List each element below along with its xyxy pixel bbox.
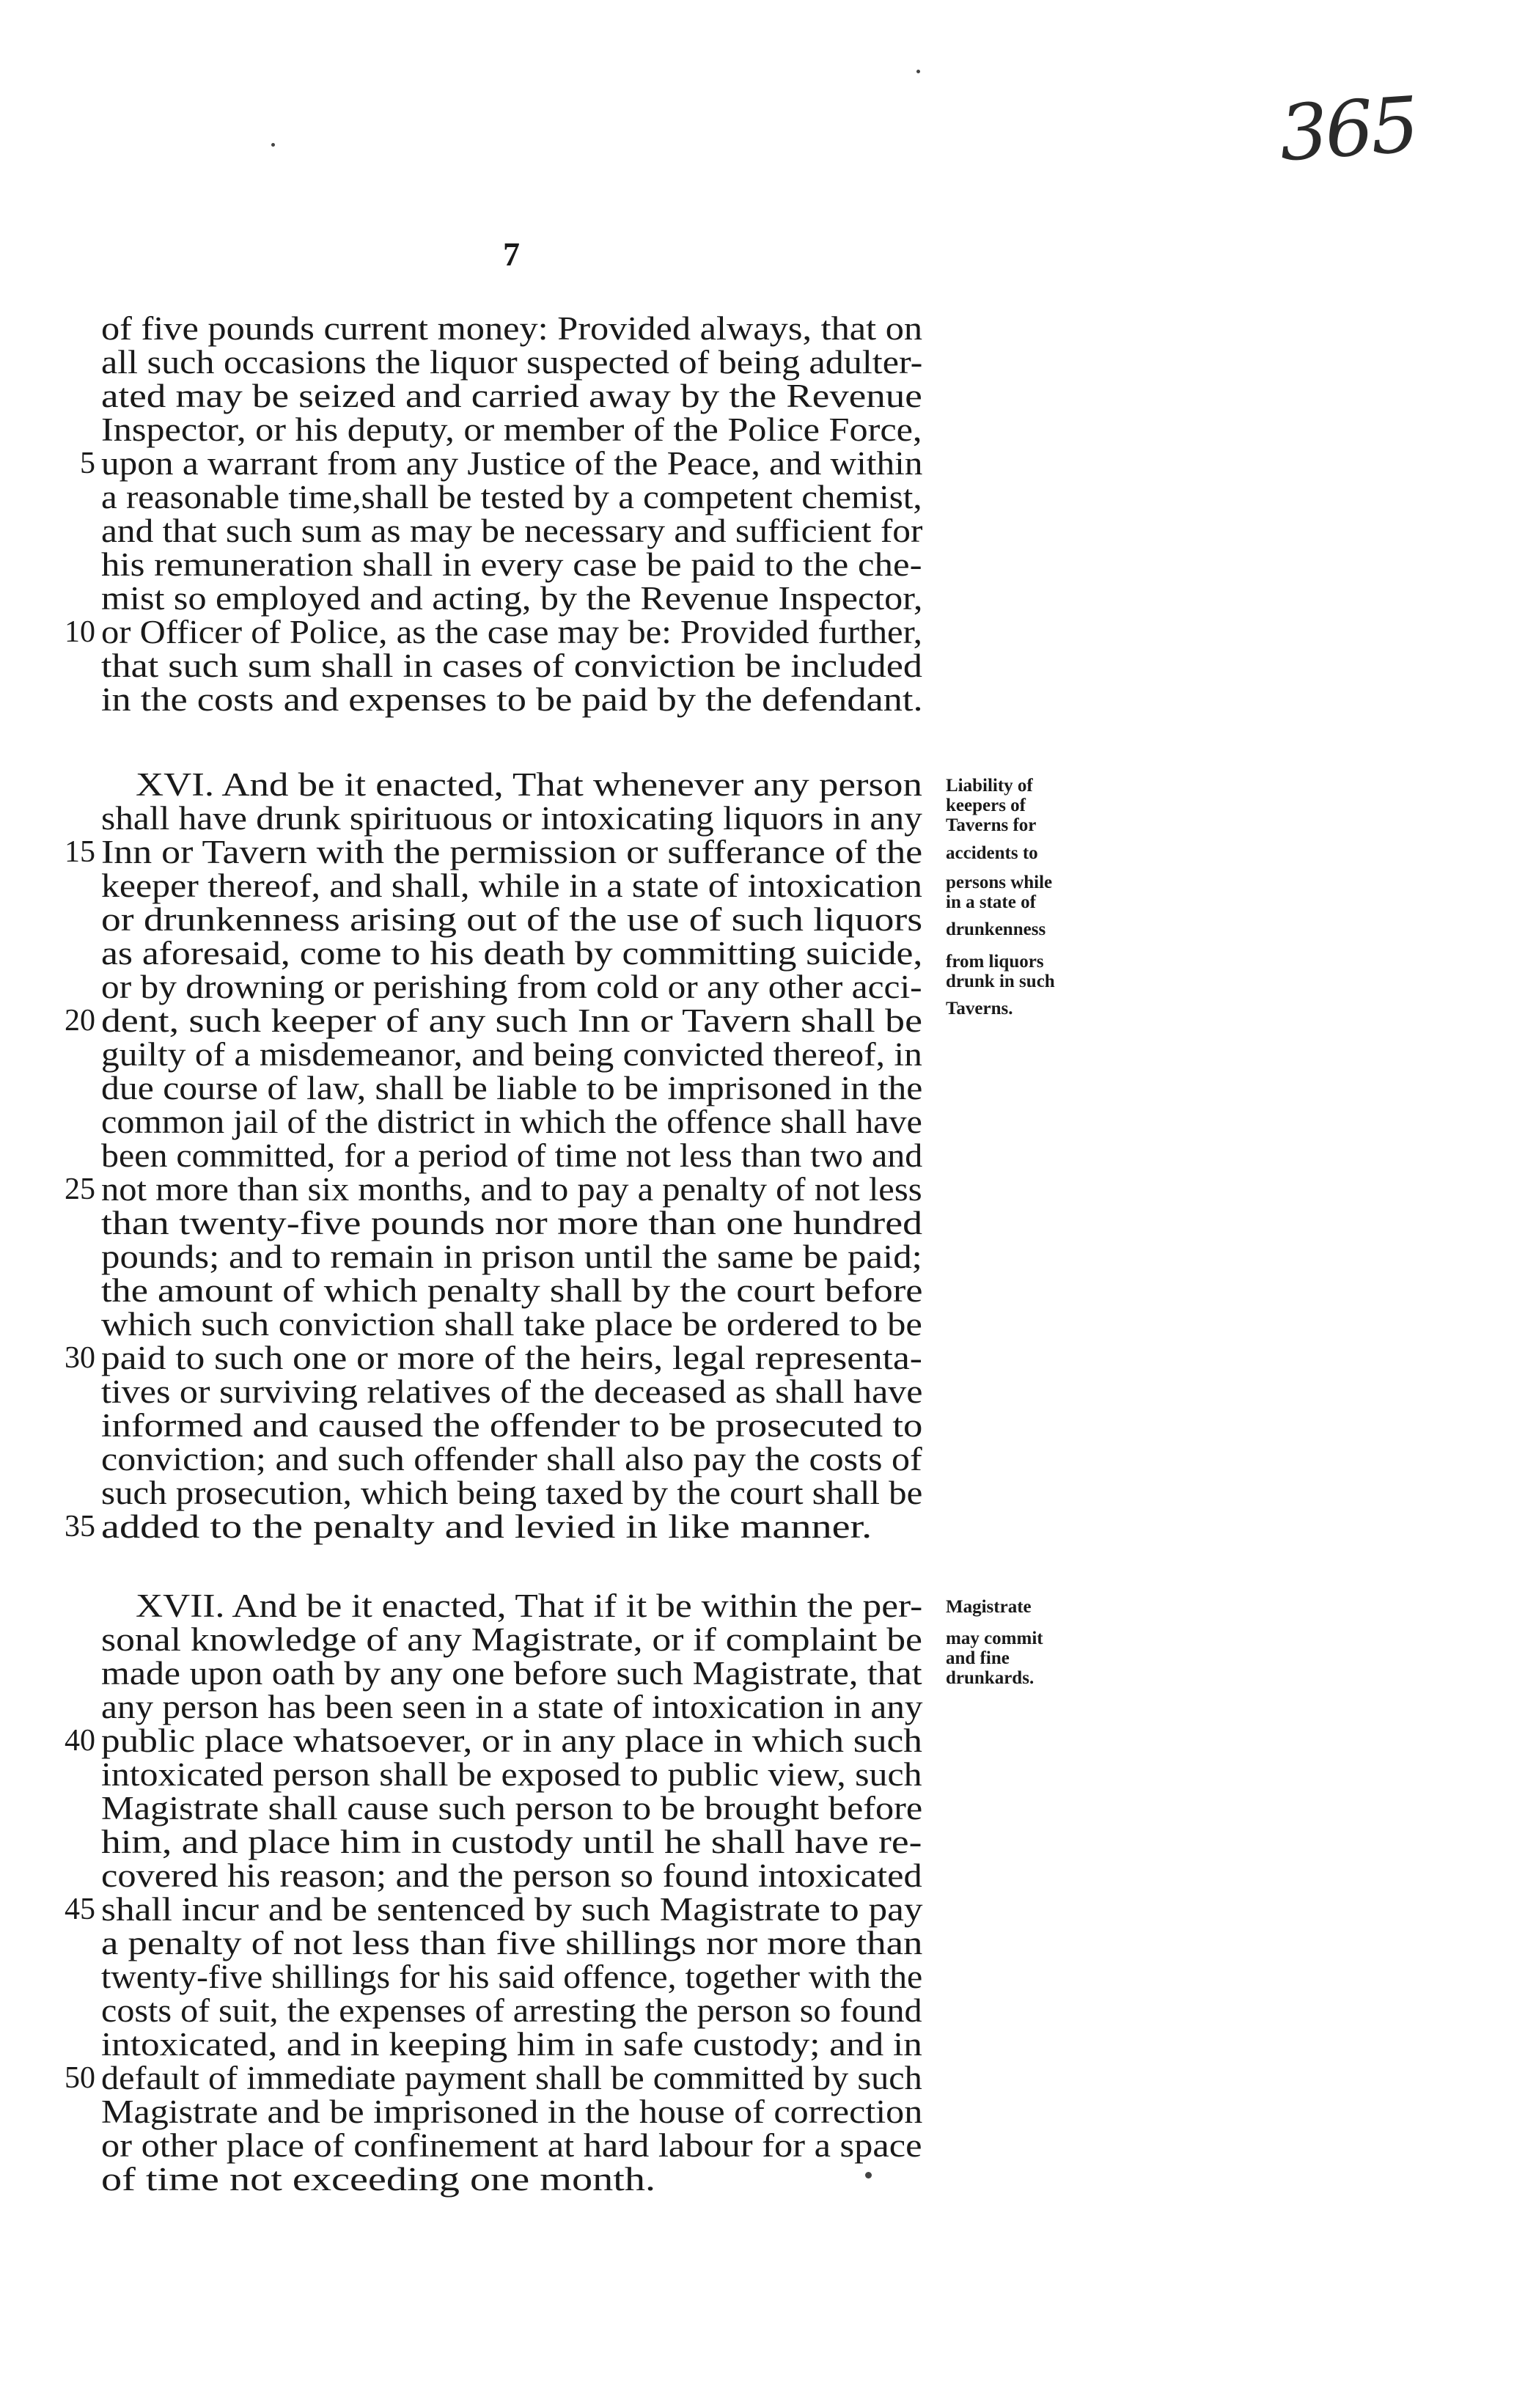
body-line: him, and place him in custody until he shall have re- xyxy=(101,1824,922,1860)
line-number: 5 xyxy=(80,447,95,480)
line-number: 25 xyxy=(65,1172,95,1206)
body-line: due course of law, shall be liable to be imprisoned in the xyxy=(101,1070,923,1106)
body-line: pounds; and to remain in prison until the same be paid; xyxy=(101,1238,922,1275)
body-line: than twenty-five pounds nor more than one hundred xyxy=(101,1205,923,1241)
body-line: shall incur and be sentenced by such Magistrate to pay xyxy=(101,1891,923,1928)
margin-note-line: accidents to xyxy=(946,843,1038,863)
body-line: his remuneration shall in every case be paid to the che- xyxy=(101,546,922,583)
body-line: or Officer of Police, as the case may be: Provided further, xyxy=(101,614,922,650)
body-line: the amount of which penalty shall by the court before xyxy=(101,1272,923,1309)
margin-note-line: keepers of xyxy=(946,796,1026,815)
body-line: added to the penalty and levied in like manner. xyxy=(101,1508,872,1545)
body-line: been committed, for a period of time not less than two and xyxy=(101,1137,923,1174)
margin-note-line: drunkenness xyxy=(946,919,1046,939)
line-number: 15 xyxy=(65,835,95,869)
body-line: in the costs and expenses to be paid by the defendant. xyxy=(101,681,923,718)
folio-number: 365 xyxy=(1276,79,1419,179)
body-line: public place whatsoever, or in any place in which such xyxy=(101,1722,922,1759)
body-line: a reasonable time,shall be tested by a competent chemist, xyxy=(101,479,922,515)
margin-note-line: from liquors xyxy=(946,952,1044,972)
line-number: 45 xyxy=(65,1893,95,1926)
body-line: sonal knowledge of any Magistrate, or if complaint be xyxy=(101,1621,922,1658)
line-number: 50 xyxy=(65,2061,95,2095)
body-line: Inn or Tavern with the permission or sufferance of the xyxy=(101,834,923,870)
section-heading-line: XVI. And be it enacted, That whenever any person xyxy=(136,766,922,803)
body-line: any person has been seen in a state of intoxication in any xyxy=(101,1689,923,1725)
body-line: keeper thereof, and shall, while in a state of intoxication xyxy=(101,867,922,904)
margin-note-line: may commit xyxy=(946,1629,1043,1648)
body-line: that such sum shall in cases of conviction be included xyxy=(101,647,923,684)
body-line: informed and caused the offender to be prosecuted to xyxy=(101,1407,923,1444)
line-number: 30 xyxy=(65,1341,95,1375)
line-number: 40 xyxy=(65,1724,95,1758)
body-line: tives or surviving relatives of the deceased as shall have xyxy=(101,1373,923,1410)
body-line: upon a warrant from any Justice of the Peace, and within xyxy=(101,445,923,482)
body-line: intoxicated, and in keeping him in safe custody; and in xyxy=(101,2026,922,2063)
margin-note-line: drunkards. xyxy=(946,1668,1035,1688)
body-line: such prosecution, which being taxed by the court shall be xyxy=(101,1475,923,1511)
scan-speck xyxy=(865,2172,872,2178)
body-line: shall have drunk spirituous or intoxicating liquors in any xyxy=(101,800,922,837)
body-line: Inspector, or his deputy, or member of the Police Force, xyxy=(101,411,922,448)
body-line: or other place of confinement at hard labour for a space xyxy=(101,2127,922,2164)
body-line: twenty-five shillings for his said offence, together with the xyxy=(101,1959,923,1995)
line-number: 35 xyxy=(65,1510,95,1543)
body-line: mist so employed and acting, by the Revenue Inspector, xyxy=(101,580,923,617)
body-line: all such occasions the liquor suspected of being adulter- xyxy=(101,344,923,381)
body-line: or by drowning or perishing from cold or any other acci- xyxy=(101,969,922,1005)
section-heading-line: XVII. And be it enacted, That if it be within the per- xyxy=(136,1587,923,1624)
body-line: intoxicated person shall be exposed to public view, such xyxy=(101,1756,922,1793)
margin-note-line: persons while xyxy=(946,873,1053,892)
margin-note-line: and fine xyxy=(946,1648,1010,1668)
scan-speck xyxy=(271,143,275,147)
body-line: costs of suit, the expenses of arresting the person so found xyxy=(101,1992,922,2029)
body-line: and that such sum as may be necessary and sufficient for xyxy=(101,513,923,549)
body-line: or drunkenness arising out of the use of such liquors xyxy=(101,901,923,938)
line-number: 20 xyxy=(65,1004,95,1038)
margin-note-line: Taverns for xyxy=(946,815,1037,835)
body-line: Magistrate and be imprisoned in the house of correction xyxy=(101,2093,923,2130)
margin-note-line: drunk in such xyxy=(946,972,1055,991)
body-line: guilty of a misdemeanor, and being convicted thereof, in xyxy=(101,1036,922,1073)
body-line: of five pounds current money: Provided always, that on xyxy=(101,310,923,347)
body-line: paid to such one or more of the heirs, legal representa- xyxy=(101,1340,922,1376)
body-line: a penalty of not less than five shillings nor more than xyxy=(101,1925,923,1961)
margin-note-line: Taverns. xyxy=(946,999,1013,1018)
body-line: dent, such keeper of any such Inn or Tavern shall be xyxy=(101,1002,922,1039)
body-line: Magistrate shall cause such person to be brought before xyxy=(101,1790,923,1827)
body-line: covered his reason; and the person so found intoxicated xyxy=(101,1857,922,1894)
body-line: common jail of the district in which the offence shall have xyxy=(101,1104,922,1140)
body-line: conviction; and such offender shall also pay the costs of xyxy=(101,1441,922,1478)
body-line: not more than six months, and to pay a penalty of not less xyxy=(101,1171,922,1208)
body-line: made upon oath by any one before such Magistrate, that xyxy=(101,1655,922,1692)
margin-note-line: Liability of xyxy=(946,776,1033,796)
body-line: default of immediate payment shall be committed by such xyxy=(101,2060,922,2096)
page-number: 7 xyxy=(503,235,520,273)
scan-speck xyxy=(916,70,920,73)
body-line: of time not exceeding one month. xyxy=(101,2161,656,2198)
body-line: ated may be seized and carried away by the Revenue xyxy=(101,378,922,414)
body-line: as aforesaid, come to his death by committing suicide, xyxy=(101,935,923,972)
margin-note-line: Magistrate xyxy=(946,1597,1032,1617)
margin-note-line: in a state of xyxy=(946,892,1036,912)
body-line: which such conviction shall take place be ordered to be xyxy=(101,1306,922,1343)
line-number: 10 xyxy=(65,615,95,649)
